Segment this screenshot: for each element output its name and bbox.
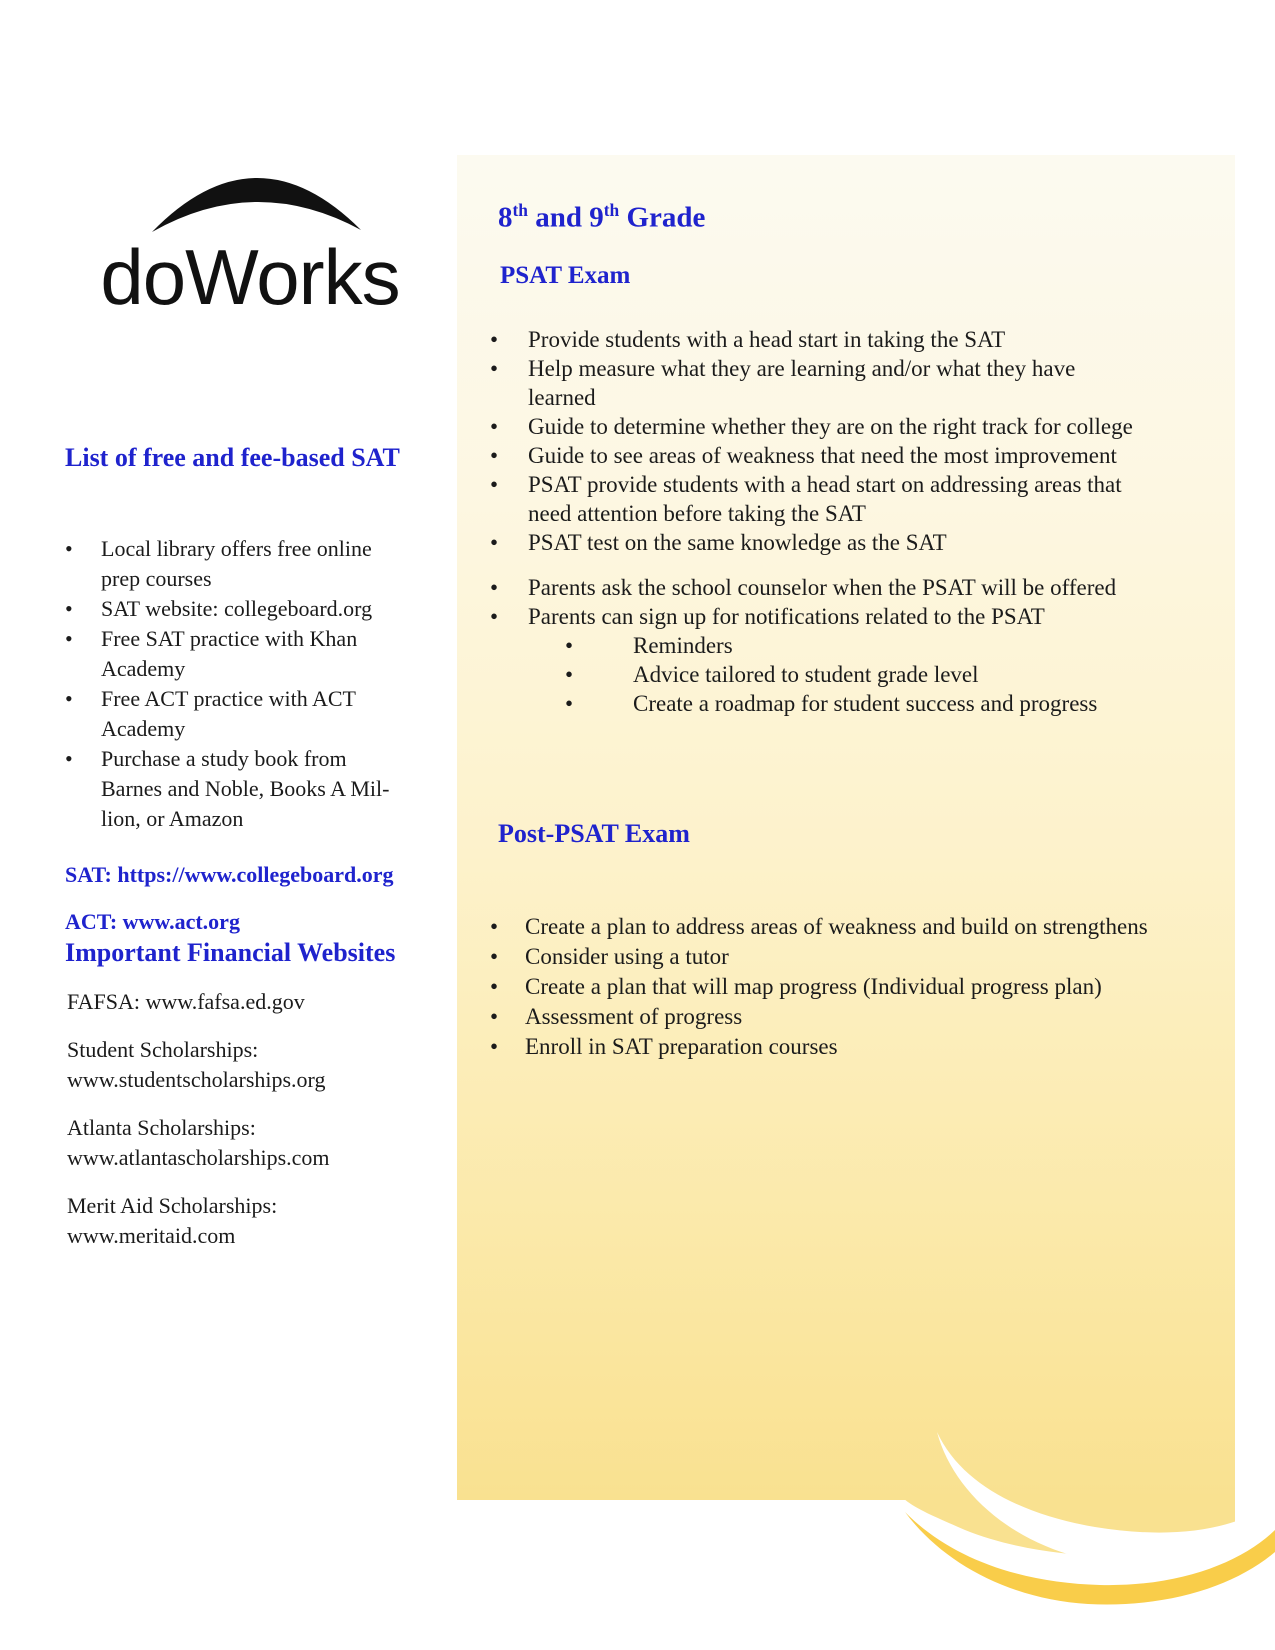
list-item-text: Local library offers free online bbox=[101, 536, 372, 561]
list-item bbox=[490, 1002, 1210, 1032]
list-item-text: Create a plan to address areas of weakness and build on strengthens bbox=[525, 913, 1148, 939]
act-url-text: ACT: www.act.org bbox=[65, 909, 240, 934]
list-item bbox=[490, 325, 1210, 354]
list-item bbox=[490, 412, 1210, 441]
post-psat-list bbox=[490, 912, 1210, 1062]
list-item bbox=[490, 942, 1210, 972]
bullet-icon: • bbox=[490, 1003, 499, 1029]
bullet-icon: • bbox=[565, 690, 574, 716]
psat-exam-heading: PSAT Exam bbox=[500, 261, 631, 289]
logo-text: doWorks bbox=[100, 233, 400, 321]
site-name: Atlanta Scholarships: bbox=[67, 1115, 256, 1140]
bullet-icon: • bbox=[490, 603, 499, 629]
financial-site bbox=[67, 1191, 435, 1251]
list-item bbox=[490, 1032, 1210, 1062]
superscript: th bbox=[603, 200, 620, 220]
site-name: Student Scholarships: bbox=[67, 1037, 259, 1062]
site-url: www.atlantascholarships.com bbox=[67, 1145, 330, 1170]
sub-list-item bbox=[490, 689, 1210, 718]
list-item bbox=[490, 441, 1210, 470]
list-item-text: need attention before taking the SAT bbox=[528, 500, 866, 526]
bullet-icon: • bbox=[490, 943, 499, 969]
list-item-text: prep courses bbox=[101, 566, 212, 591]
post-psat-heading: Post-PSAT Exam bbox=[498, 818, 690, 848]
list-item bbox=[490, 573, 1210, 602]
list-item-text: Parents ask the school counselor when the PSAT will be offered bbox=[528, 574, 1117, 600]
bullet-icon: • bbox=[490, 574, 499, 600]
list-item-text: Provide students with a head start in taking the SAT bbox=[528, 326, 1006, 352]
sub-list-item bbox=[490, 631, 1210, 660]
sat-prep-list bbox=[65, 534, 435, 834]
bullet-icon: • bbox=[490, 355, 499, 381]
list-item-text: Create a plan that will map progress (Individual progress plan) bbox=[525, 973, 1102, 999]
financial-site bbox=[67, 987, 435, 1017]
financial-site bbox=[67, 1035, 435, 1095]
superscript: th bbox=[512, 200, 528, 220]
right-column bbox=[490, 192, 1210, 1062]
swoosh-decoration bbox=[850, 1380, 1275, 1650]
bullet-icon: • bbox=[490, 442, 499, 468]
sub-list-item bbox=[490, 660, 1210, 689]
list-item-text: Enroll in SAT preparation courses bbox=[525, 1033, 838, 1059]
list-item bbox=[65, 744, 435, 834]
bullet-icon: • bbox=[490, 471, 499, 497]
list-item bbox=[65, 624, 435, 684]
bullet-icon: • bbox=[490, 913, 499, 939]
list-item bbox=[490, 602, 1210, 631]
bullet-icon: • bbox=[65, 596, 73, 621]
list-item-text: PSAT test on the same knowledge as the SAT bbox=[528, 529, 947, 555]
list-item bbox=[490, 972, 1210, 1002]
list-item bbox=[490, 912, 1210, 942]
list-item bbox=[65, 534, 435, 594]
list-item-text: Barnes and Noble, Books A Mil- bbox=[101, 776, 390, 801]
site-name: Merit Aid Scholarships: bbox=[67, 1193, 278, 1218]
sub-list-item-text: Create a roadmap for student success and progress bbox=[633, 690, 1098, 716]
list-item-text: Consider using a tutor bbox=[525, 943, 729, 969]
bullet-icon: • bbox=[490, 413, 499, 439]
psat-notifications-sublist bbox=[490, 631, 1210, 718]
bullet-icon: • bbox=[65, 746, 73, 771]
list-item-text: learned bbox=[528, 384, 596, 410]
doworks-logo bbox=[85, 168, 415, 321]
bullet-icon: • bbox=[490, 1033, 499, 1059]
list-item bbox=[490, 528, 1210, 557]
financial-websites-heading: Important Financial Websites bbox=[65, 938, 396, 967]
list-item bbox=[490, 354, 1210, 412]
list-item-text: lion, or Amazon bbox=[101, 806, 244, 831]
logo-arc-icon bbox=[85, 168, 415, 238]
list-item bbox=[65, 594, 435, 624]
site-url: www.studentscholarships.org bbox=[67, 1067, 326, 1092]
list-item-text: Guide to see areas of weakness that need the most improvement bbox=[528, 442, 1117, 468]
list-item-text: Free SAT practice with Khan bbox=[101, 626, 358, 651]
site-text: FAFSA: www.fafsa.ed.gov bbox=[67, 989, 305, 1014]
sat-list-heading: List of free and fee-based SAT bbox=[65, 443, 400, 472]
list-item-text: PSAT provide students with a head start on addressing areas that bbox=[528, 471, 1122, 497]
psat-benefits-list bbox=[490, 325, 1210, 631]
list-item-text: Assessment of progress bbox=[525, 1003, 743, 1029]
bullet-icon: • bbox=[65, 626, 73, 651]
bullet-icon: • bbox=[565, 661, 574, 687]
bullet-icon: • bbox=[490, 529, 499, 555]
list-item-text: Guide to determine whether they are on the right track for college bbox=[528, 413, 1133, 439]
bullet-icon: • bbox=[65, 536, 73, 561]
list-item-text: Parents can sign up for notifications related to the PSAT bbox=[528, 603, 1045, 629]
grade-heading: 8th and 9th Grade bbox=[498, 200, 706, 234]
list-item-text: Free ACT practice with ACT bbox=[101, 686, 356, 711]
list-item-text: Academy bbox=[101, 716, 186, 741]
bullet-icon: • bbox=[65, 686, 73, 711]
list-item bbox=[65, 684, 435, 744]
financial-site bbox=[67, 1113, 435, 1173]
list-item bbox=[490, 470, 1210, 528]
list-item-text: SAT website: collegeboard.org bbox=[101, 596, 373, 621]
site-url: www.meritaid.com bbox=[67, 1223, 236, 1248]
left-column bbox=[65, 442, 435, 1251]
list-item-text: Academy bbox=[101, 656, 186, 681]
list-item-text: Purchase a study book from bbox=[101, 746, 347, 771]
sub-list-item-text: Advice tailored to student grade level bbox=[633, 661, 979, 687]
bullet-icon: • bbox=[490, 973, 499, 999]
sat-url-text: SAT: https://www.collegeboard.org bbox=[65, 862, 394, 887]
bullet-icon: • bbox=[565, 632, 574, 658]
bullet-icon: • bbox=[490, 326, 499, 352]
sub-list-item-text: Reminders bbox=[633, 632, 733, 658]
list-item-text: Help measure what they are learning and/or what they have bbox=[528, 355, 1076, 381]
